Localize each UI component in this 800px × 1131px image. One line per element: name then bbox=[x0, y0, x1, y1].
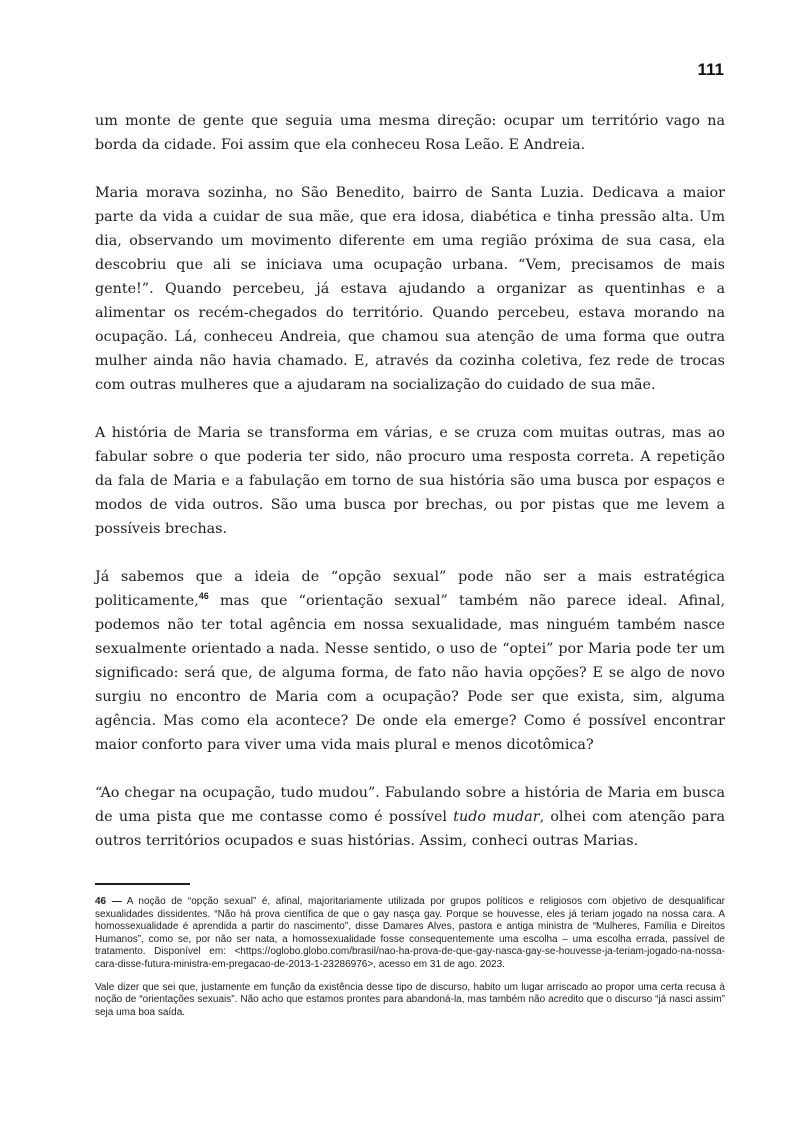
footnote-ref-46[interactable]: 46 bbox=[198, 591, 209, 602]
paragraph-3: A história de Maria se transforma em várias, e se cruza com muitas outras, mas ao fabular sobre o que poderia ter sido, não procuro uma resposta correta. A repetição da fala de Maria e a fabulação em torno de sua história são uma busca por espaços e modos de vida outros. São uma busca por brechas, ou por pistas que me levem a possíveis brechas. bbox=[95, 425, 725, 537]
paragraph-1: um monte de gente que seguia uma mesma direção: ocupar um território vago na borda da cidade. Foi assim que ela conheceu Rosa Leão. E Andreia. bbox=[95, 113, 725, 153]
paragraph-5 bbox=[95, 781, 725, 853]
body-text bbox=[95, 109, 725, 877]
paragraph-5-emphasis: tudo mudar bbox=[453, 809, 540, 825]
footnote-divider bbox=[95, 883, 190, 885]
footnote-46 bbox=[95, 896, 725, 972]
footnote-text: A noção de “opção sexual” é, afinal, majoritariamente utilizada por grupos políticos e religiosos com objetivo de desqualificar sexualidades dissidentes. “Não há prova científica de que o gay nasça gay. Porque se houvesse, eles já teriam jogado na nossa cara. A homossexualidade é aprendida a partir do nascimento”, disse Damares Alves, pastora e antiga ministra de “Mulheres, Família e Direitos Humanos”, como se, por não ser nata, a homossexualidade fosse consequentemente uma escolha – uma escolha errada, passível de tratamento. Disponível em: <https://oglobo.globo.com/brasil/nao-ha-prova-de-que-gay-nasca-gay-se-houvesse-ja-teriam-jogado-na-nossa-cara-disse-futura-ministra-em-pregacao-de-2013-1-23286976>, acesso em 31 de ago. 2023. bbox=[95, 896, 725, 970]
paragraph-2: Maria morava sozinha, no São Benedito, bairro de Santa Luzia. Dedicava a maior parte da vida a cuidar de sua mãe, que era idosa, diabética e tinha pressão alta. Um dia, observando um movimento diferente em uma região próxima de sua casa, ela descobriu que ali se iniciava uma ocupação urbana. “Vem, precisamos de mais gente!”. Quando percebeu, já estava ajudando a organizar as quentinhas e a alimentar os recém-chegados do território. Quando percebeu, estava morando na ocupação. Lá, conheceu Andreia, que chamou sua atenção de uma forma que outra mulher ainda não havia chamado. E, através da cozinha coletiva, fez rede de trocas com outras mulheres que a ajudaram na socialização do cuidado de sua mãe. bbox=[95, 185, 725, 393]
paragraph-4-start: Já sabemos que a ideia de “opção sexual” pode não ser a mais estratégica politicamente, bbox=[95, 569, 725, 609]
paragraph-5-end: , olhei com atenção para outros territórios ocupados e suas histórias. Assim, conheci outras Marias. bbox=[95, 809, 725, 849]
paragraph-4 bbox=[95, 565, 725, 757]
footnote-number: 46 — bbox=[95, 896, 122, 907]
footnote-continuation: Vale dizer que sei que, justamente em função da existência desse tipo de discurso, habito um lugar arriscado ao propor uma certa recusa à noção de “orientações sexuais”. Não acho que estamos prontes para abandoná-la, mas também não acredito que o discurso “já nasci assim” seja uma boa saída. bbox=[95, 981, 725, 1018]
page-number: 111 bbox=[697, 60, 724, 79]
paragraph-5-start: “Ao chegar na ocupação, tudo mudou”. Fabulando sobre a história de Maria em busca de uma pista que me contasse como é possível bbox=[95, 785, 725, 825]
paragraph-4-end: mas que “orientação sexual” também não parece ideal. Afinal, podemos não ter total agência em nossa sexualidade, mas ninguém também nasce sexualmente orientado a nada. Nesse sentido, o uso de “optei” por Maria pode ter um significado: será que, de alguma forma, de fato não havia opções? E se algo de novo surgiu no encontro de Maria com a ocupação? Pode ser que exista, sim, alguma agência. Mas como ela acontece? De onde ela emerge? Como é possível encontrar maior conforto para viver uma vida mais plural e menos dicotômica? bbox=[95, 593, 725, 753]
footnotes bbox=[95, 896, 725, 1029]
